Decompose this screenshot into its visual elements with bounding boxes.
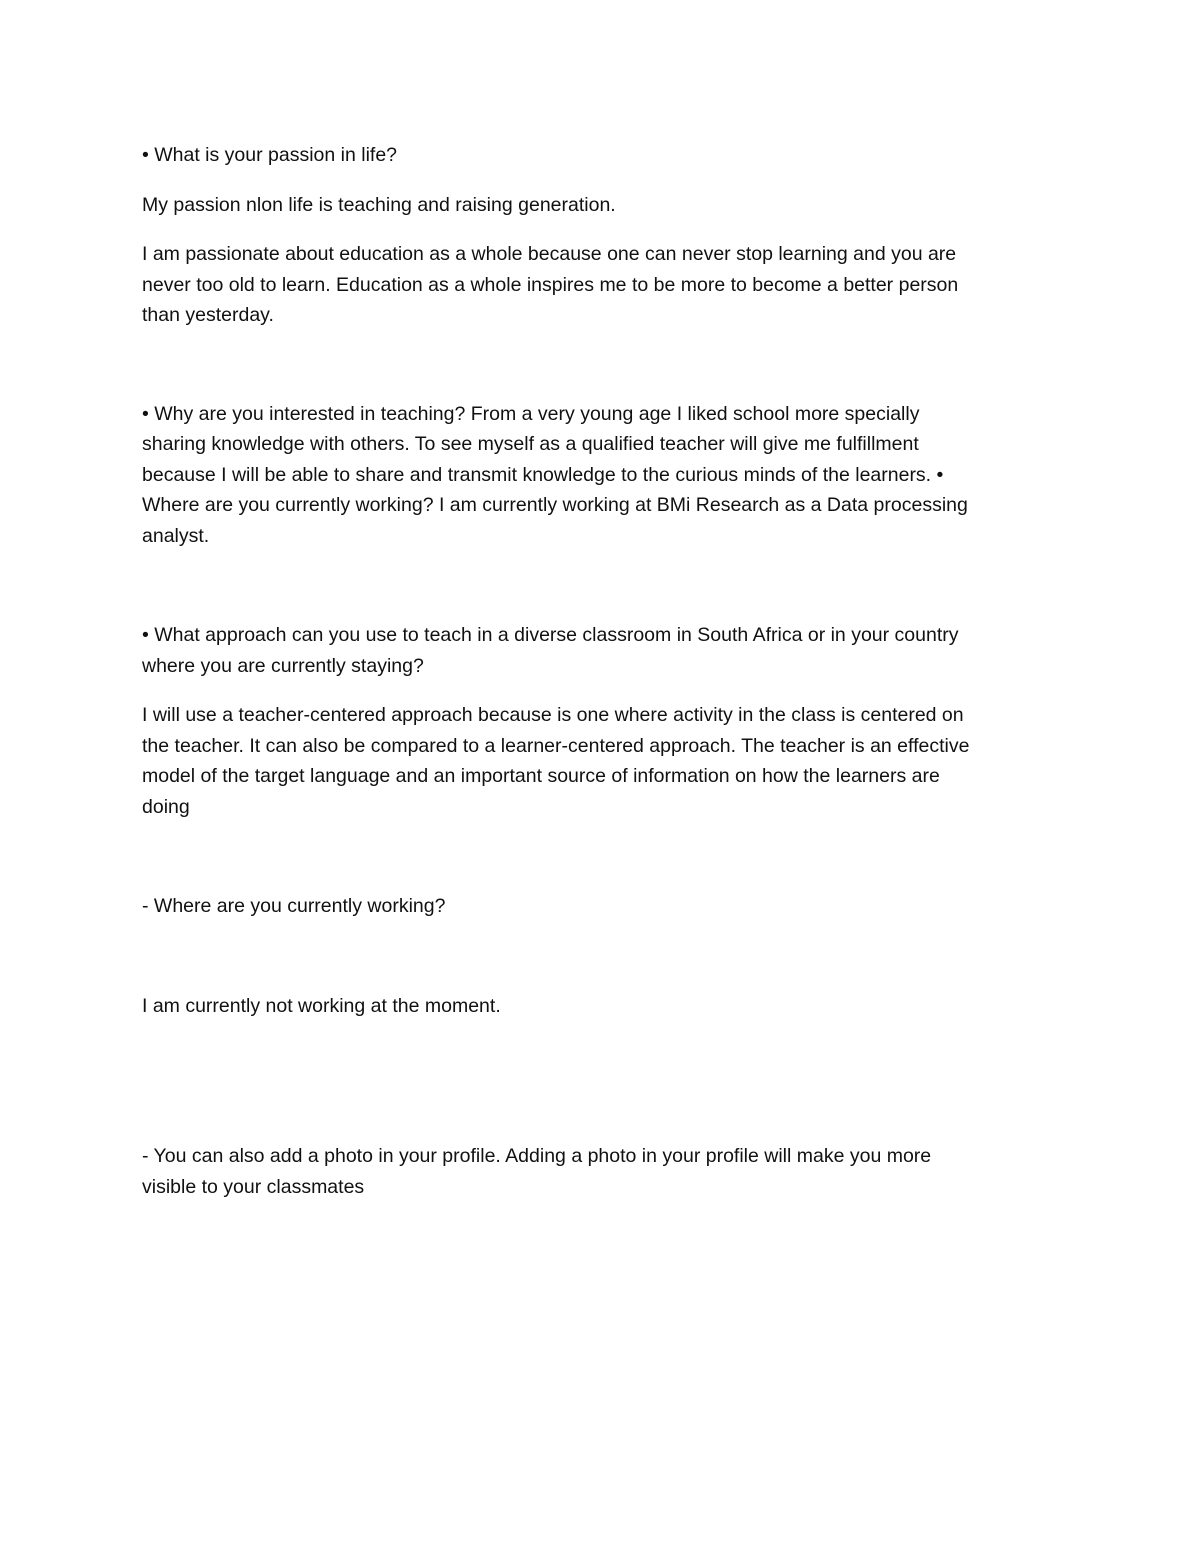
- question-working: - Where are you currently working?: [142, 895, 446, 917]
- paragraph-line: analyst.: [142, 525, 210, 547]
- paragraph-line: sharing knowledge with others. To see myself as a qualified teacher will give me fulfillment: [142, 433, 919, 455]
- answer-approach-line: the teacher. It can also be compared to a learner-centered approach. The teacher is an effective: [142, 735, 970, 757]
- question-approach-line: where you are currently staying?: [142, 655, 424, 677]
- paragraph-line: than yesterday.: [142, 304, 274, 326]
- answer-approach-line: doing: [142, 796, 190, 818]
- paragraph-line: I am passionate about education as a whole because one can never stop learning and you are: [142, 243, 957, 265]
- paragraph-line: Where are you currently working? I am currently working at BMi Research as a Data processing: [142, 494, 968, 516]
- answer-approach-line: model of the target language and an important source of information on how the learners are: [142, 765, 940, 787]
- question-passion: • What is your passion in life?: [142, 144, 398, 166]
- answer-approach-line: I will use a teacher-centered approach because is one where activity in the class is centered on: [142, 704, 964, 726]
- question-approach-line: • What approach can you use to teach in a diverse classroom in South Africa or in your country: [142, 624, 959, 646]
- note-line: - You can also add a photo in your profile. Adding a photo in your profile will make you more: [142, 1145, 932, 1167]
- question-interest-line: • Why are you interested in teaching? From a very young age I liked school more specially: [142, 403, 920, 425]
- paragraph-line: because I will be able to share and transmit knowledge to the curious minds of the learners. •: [142, 464, 944, 486]
- answer-passion: My passion nlon life is teaching and raising generation.: [142, 194, 616, 216]
- answer-working: I am currently not working at the moment.: [142, 995, 501, 1017]
- paragraph-line: never too old to learn. Education as a whole inspires me to be more to become a better person: [142, 274, 959, 296]
- note-line: visible to your classmates: [142, 1176, 365, 1198]
